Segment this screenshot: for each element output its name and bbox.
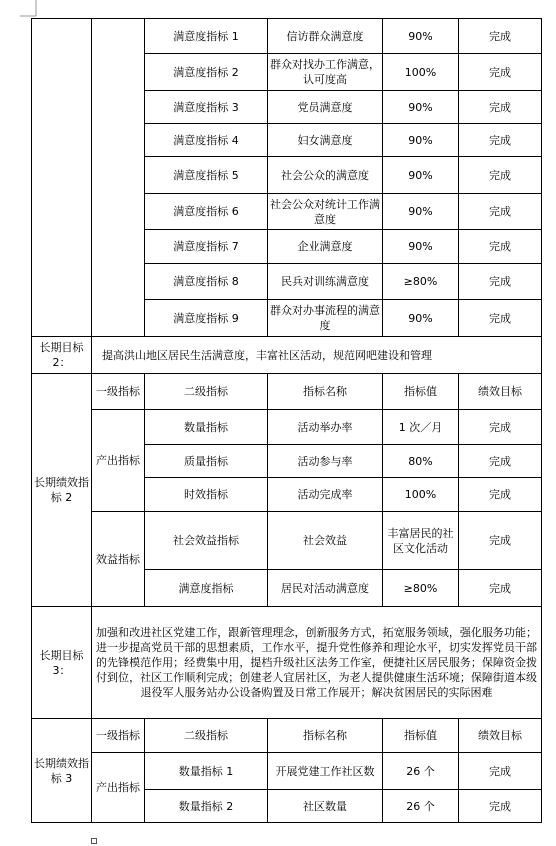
indicator-name-cell: 活动参与率: [268, 445, 383, 478]
indicator-name-cell: 社会效益: [268, 512, 383, 570]
header-cell: 一级指标: [92, 719, 145, 753]
goal-row: [32, 607, 542, 719]
header-cell: 指标值: [383, 374, 459, 410]
target-cell: 完成: [459, 91, 542, 124]
level2-cell: 满意度指标 9: [145, 300, 268, 337]
target-cell: 完成: [459, 54, 542, 91]
indicator-value-cell: 90%: [383, 230, 459, 264]
empty-cell: [92, 19, 145, 337]
level2-cell: 满意度指标: [145, 570, 268, 607]
section-label: 长期绩效指标 2: [32, 374, 92, 607]
indicator-value-cell: 100%: [383, 54, 459, 91]
target-cell: 完成: [459, 300, 542, 337]
indicator-name-cell: 社区数量: [268, 790, 383, 823]
indicator-name-cell: 群众对办事流程的满意度: [268, 300, 383, 337]
target-cell: 完成: [459, 570, 542, 607]
target-cell: 完成: [459, 264, 542, 300]
indicator-name-cell: 活动完成率: [268, 478, 383, 512]
goal-label: 长期目标 2：: [32, 337, 92, 374]
level2-cell: 满意度指标 4: [145, 124, 268, 157]
header-cell: 二级指标: [145, 719, 268, 753]
indicator-name-cell: 社会公众对统计工作满意度: [268, 194, 383, 230]
table-row: [32, 512, 542, 570]
indicator-value-cell: 丰富居民的社区文化活动: [383, 512, 459, 570]
header-cell: 绩效目标: [459, 374, 542, 410]
goal-text: 加强和改进社区党建工作，跟新管理理念，创新服务方式，拓宽服务领域，强化服务功能；进一步提高党员干部的思想素质，工作水平，提升党性修养和理论水平，切实发挥党员干部的先锋模范作用；经费集中用，提档升级社区法务工作室，便捷社区居民服务；保障资金拨付到位，社区工作顺利完成；创建老人宜居社区，为老人提供健康生活环境；保障街道本级退役军人服务站办公设备购置及日常工作展开；解决贫困居民的实际困难: [92, 607, 542, 719]
target-cell: 完成: [459, 230, 542, 264]
target-cell: 完成: [459, 194, 542, 230]
target-cell: 完成: [459, 790, 542, 823]
level2-cell: 社会效益指标: [145, 512, 268, 570]
target-cell: 完成: [459, 753, 542, 790]
level2-cell: 满意度指标 7: [145, 230, 268, 264]
indicator-value-cell: 26 个: [383, 753, 459, 790]
corner-mark-top-left: [0, 0, 40, 20]
empty-cell: [32, 19, 92, 337]
target-cell: 完成: [459, 410, 542, 445]
indicator-name-cell: 党员满意度: [268, 91, 383, 124]
indicator-value-cell: ≥80%: [383, 570, 459, 607]
indicator-value-cell: 26 个: [383, 790, 459, 823]
header-row: [32, 719, 542, 753]
header-cell: 一级指标: [92, 374, 145, 410]
indicator-value-cell: 90%: [383, 19, 459, 54]
indicator-value-cell: 90%: [383, 124, 459, 157]
level2-cell: 质量指标: [145, 445, 268, 478]
target-cell: 完成: [459, 512, 542, 570]
level1-cell: 产出指标: [92, 753, 145, 823]
indicator-value-cell: 1 次／月: [383, 410, 459, 445]
indicator-name-cell: 企业满意度: [268, 230, 383, 264]
indicator-name-cell: 民兵对训练满意度: [268, 264, 383, 300]
header-cell: 指标值: [383, 719, 459, 753]
indicator-value-cell: ≥80%: [383, 264, 459, 300]
header-cell: 绩效目标: [459, 719, 542, 753]
indicator-name-cell: 活动举办率: [268, 410, 383, 445]
goal-row: [32, 337, 542, 374]
performance-table: [31, 18, 542, 823]
level2-cell: 满意度指标 5: [145, 157, 268, 194]
section-label: 长期绩效指标 3: [32, 719, 92, 823]
header-cell: 二级指标: [145, 374, 268, 410]
level2-cell: 满意度指标 3: [145, 91, 268, 124]
goal-text: 提高洪山地区居民生活满意度，丰富社区活动，规范网吧建设和管理: [92, 337, 542, 374]
indicator-value-cell: 90%: [383, 194, 459, 230]
target-cell: 完成: [459, 19, 542, 54]
table-row: [32, 753, 542, 790]
indicator-value-cell: 90%: [383, 300, 459, 337]
target-cell: 完成: [459, 445, 542, 478]
indicator-name-cell: 社会公众的满意度: [268, 157, 383, 194]
indicator-value-cell: 90%: [383, 91, 459, 124]
header-row: [32, 374, 542, 410]
target-cell: 完成: [459, 124, 542, 157]
paragraph-end-mark: [91, 838, 97, 844]
level2-cell: 数量指标: [145, 410, 268, 445]
level2-cell: 数量指标 2: [145, 790, 268, 823]
level2-cell: 满意度指标 6: [145, 194, 268, 230]
indicator-name-cell: 信访群众满意度: [268, 19, 383, 54]
indicator-name-cell: 妇女满意度: [268, 124, 383, 157]
table-row: [32, 19, 542, 54]
goal-label: 长期目标 3：: [32, 607, 92, 719]
header-cell: 指标名称: [268, 719, 383, 753]
indicator-name-cell: 居民对活动满意度: [268, 570, 383, 607]
indicator-name-cell: 开展党建工作社区数: [268, 753, 383, 790]
indicator-value-cell: 100%: [383, 478, 459, 512]
table-row: [32, 410, 542, 445]
level2-cell: 数量指标 1: [145, 753, 268, 790]
target-cell: 完成: [459, 478, 542, 512]
level2-cell: 时效指标: [145, 478, 268, 512]
target-cell: 完成: [459, 157, 542, 194]
indicator-value-cell: 90%: [383, 157, 459, 194]
level2-cell: 满意度指标 2: [145, 54, 268, 91]
indicator-value-cell: 80%: [383, 445, 459, 478]
indicator-name-cell: 群众对找办工作满意，认可度高: [268, 54, 383, 91]
level1-cell: 效益指标: [92, 512, 145, 607]
level2-cell: 满意度指标 8: [145, 264, 268, 300]
level2-cell: 满意度指标 1: [145, 19, 268, 54]
header-cell: 指标名称: [268, 374, 383, 410]
level1-cell: 产出指标: [92, 410, 145, 512]
